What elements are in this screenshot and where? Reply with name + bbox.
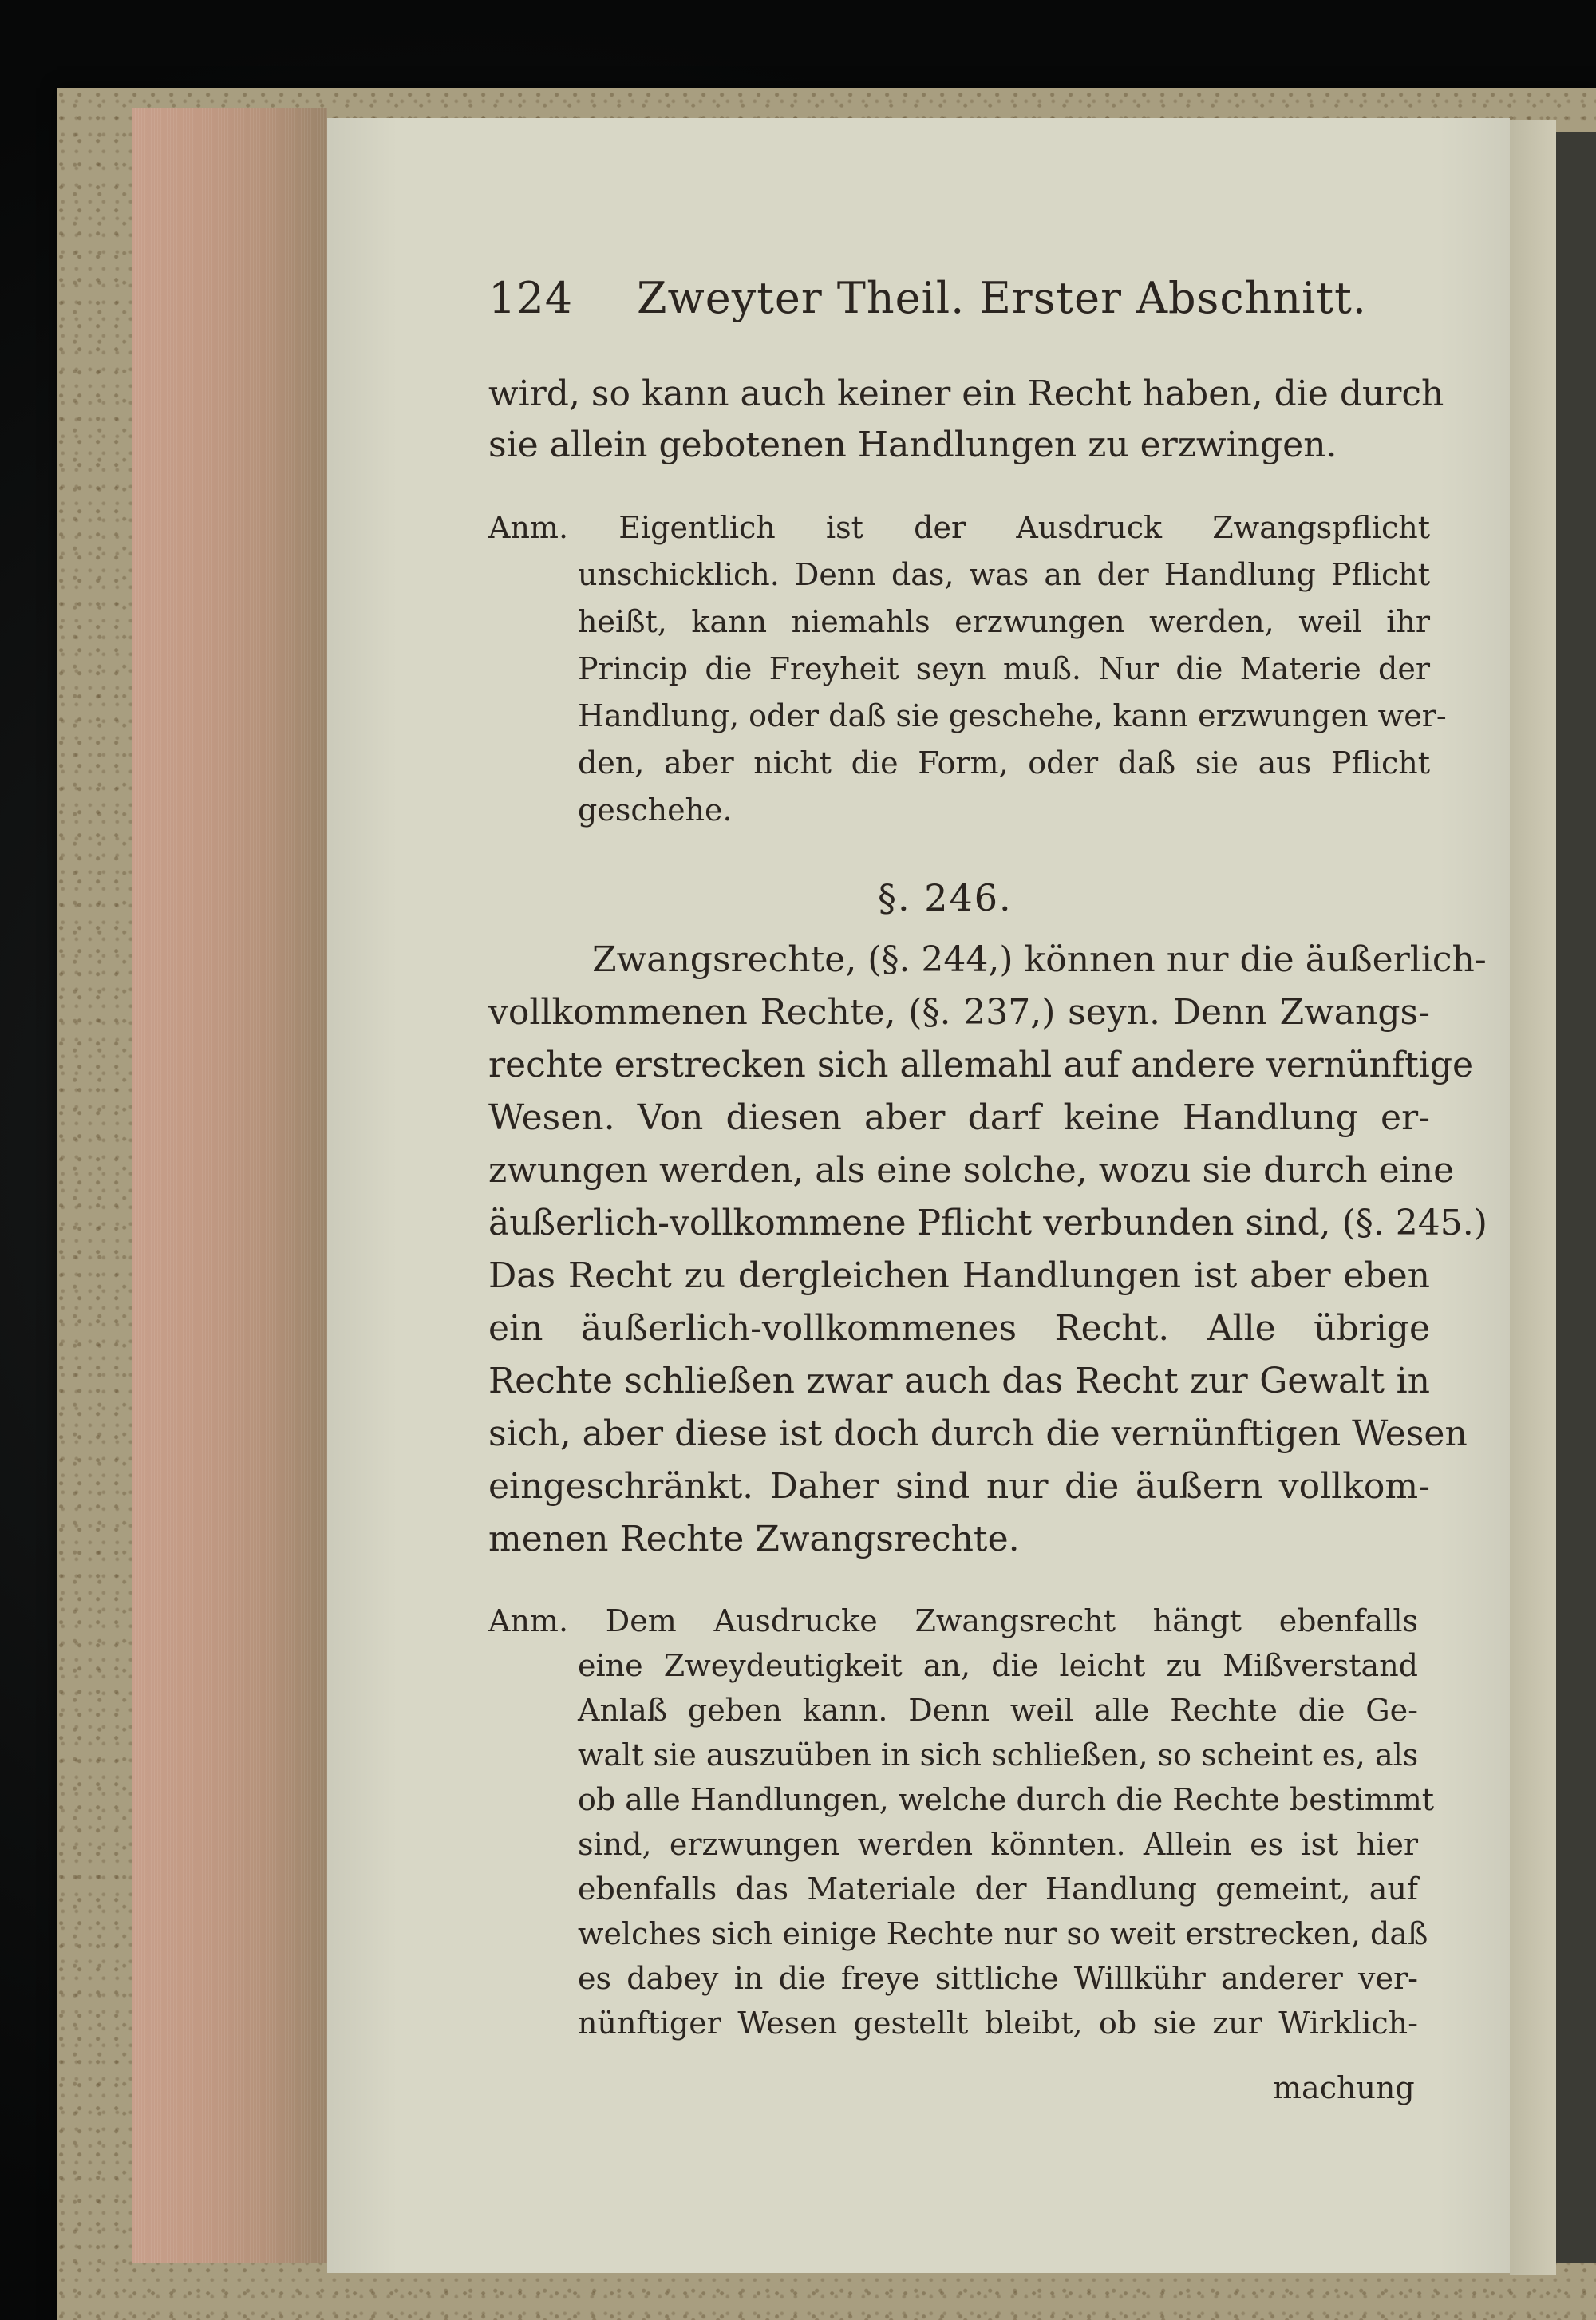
note-line: den, aber nicht die Form, oder daß sie aus Pflicht [578, 745, 1430, 781]
note-line: heißt, kann niemahls erzwungen werden, weil ihr [578, 604, 1430, 639]
next-page-edge [1510, 120, 1556, 2275]
note-line: Anm. Dem Ausdrucke Zwangsrecht hängt ebenfalls [488, 1603, 1418, 1638]
note-line: unschicklich. Denn das, was an der Handlung Pflicht [578, 557, 1430, 592]
text-line: sie allein gebotenen Handlungen zu erzwingen. [488, 425, 1337, 465]
next-page-shadow [1556, 132, 1596, 2263]
note-line: eine Zweydeutigkeit an, die leicht zu Mißverstand [578, 1648, 1418, 1683]
text-line: eingeschränkt. Daher sind nur die äußern vollkom- [488, 1466, 1430, 1507]
page-edges [132, 108, 327, 2263]
note-line: Handlung, oder daß sie geschehe, kann erzwungen wer- [578, 698, 1447, 733]
annotation-note [488, 1599, 1435, 2045]
text-line: äußerlich-vollkommene Pflicht verbunden sind, (§. 245.) [488, 1203, 1487, 1243]
text-line: Das Recht zu dergleichen Handlungen ist aber eben [488, 1255, 1430, 1296]
note-line: es dabey in die freye sittliche Willkühr anderer ver- [578, 1961, 1418, 1996]
note-line: Princip die Freyheit seyn muß. Nur die Materie der [578, 651, 1430, 686]
note-line: nünftiger Wesen gestellt bleibt, ob sie zur Wirklich- [578, 2006, 1418, 2041]
paragraph-continuation [488, 369, 1444, 471]
catchword: machung [1273, 2070, 1415, 2105]
text-line: Zwangsrechte, (§. 244,) können nur die äußerlich- [592, 939, 1487, 980]
section-heading: §. 246. [878, 876, 1013, 919]
text-line: ein äußerlich-vollkommenes Recht. Alle übrige [488, 1308, 1430, 1349]
note-line: geschehe. [578, 792, 733, 828]
running-header [488, 273, 1430, 337]
text-line: wird, so kann auch keiner ein Recht haben, die durch [488, 373, 1444, 414]
note-line: sind, erzwungen werden könnten. Allein es ist hier [578, 1827, 1418, 1862]
text-line: sich, aber diese ist doch durch die vernünftigen Wesen [488, 1413, 1468, 1454]
note-line: ebenfalls das Materiale der Handlung gemeint, auf [578, 1871, 1418, 1907]
text-line: rechte erstrecken sich allemahl auf andere vernünftige [488, 1045, 1474, 1085]
section-paragraph [488, 934, 1487, 1566]
note-line: Anlaß geben kann. Denn weil alle Rechte die Ge- [578, 1693, 1418, 1728]
text-line: vollkommenen Rechte, (§. 237,) seyn. Denn Zwangs- [488, 992, 1430, 1033]
text-line: Wesen. Von diesen aber darf keine Handlung er- [488, 1097, 1430, 1138]
note-line: welches sich einige Rechte nur so weit erstrecken, daß [578, 1916, 1428, 1951]
text-line: menen Rechte Zwangsrechte. [488, 1519, 1020, 1559]
note-line: Anm. Eigentlich ist der Ausdruck Zwangspflicht [488, 510, 1430, 545]
text-line: Rechte schließen zwar auch das Recht zur Gewalt in [488, 1361, 1430, 1401]
annotation-note [488, 504, 1447, 834]
note-line: walt sie auszuüben in sich schließen, so scheint es, als [578, 1737, 1419, 1773]
running-title: Zweyter Theil. Erster Abschnitt. [637, 273, 1367, 323]
note-line: ob alle Handlungen, welche durch die Rechte bestimmt [578, 1782, 1435, 1817]
page-number: 124 [488, 273, 574, 323]
text-line: zwungen werden, als eine solche, wozu sie durch eine [488, 1150, 1455, 1191]
